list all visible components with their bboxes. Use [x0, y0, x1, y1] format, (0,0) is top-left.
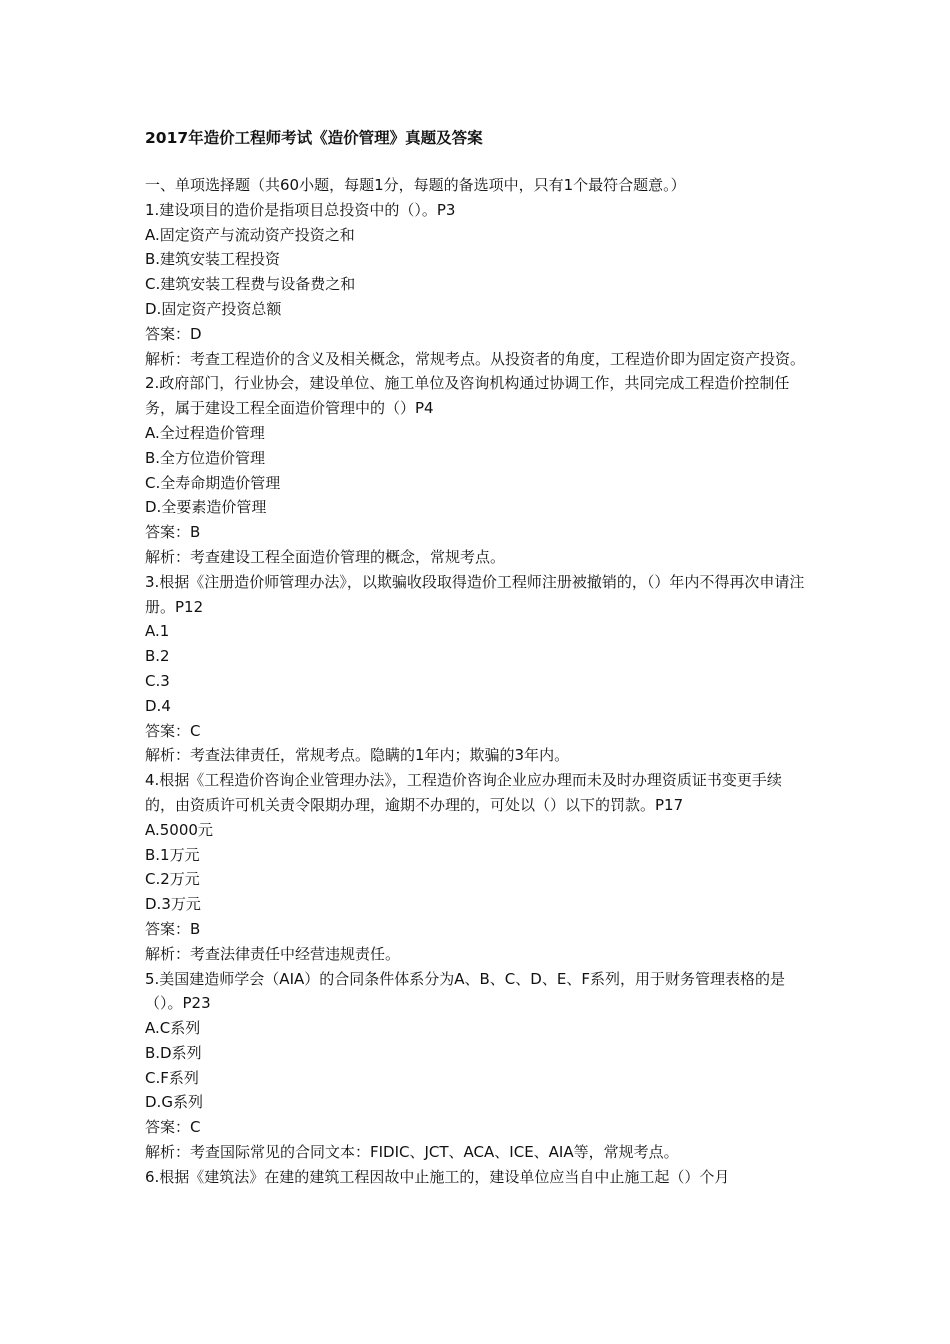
question-option: B.全方位造价管理: [145, 448, 266, 467]
question-option: A.全过程造价管理: [145, 423, 265, 442]
question-option: A.5000元: [145, 820, 213, 839]
question-analysis: 解析：考查法律责任，常规考点。隐瞒的1年内；欺骗的3年内。: [145, 746, 570, 765]
question-analysis: 解析：考查工程造价的含义及相关概念，常规考点。从投资者的角度，工程造价即为固定资产投资。: [145, 349, 806, 368]
question-analysis: 解析：考查国际常见的合同文本：FIDIC、JCT、ACA、ICE、AIA等，常规考点。: [145, 1143, 679, 1162]
question-option: C.2万元: [145, 870, 200, 889]
question-option: B.建筑安装工程投资: [145, 250, 281, 269]
question-analysis: 解析：考查法律责任中经营违规责任。: [145, 944, 401, 963]
question-option: A.固定资产与流动资产投资之和: [145, 225, 355, 244]
question-answer: 答案：C: [145, 721, 201, 740]
question-option: B.1万元: [145, 845, 200, 864]
question-answer: 答案：B: [145, 523, 201, 542]
question-stem: 5.美国建造师学会（AIA）的合同条件体系分为A、B、C、D、E、F系列，用于财务管理表格的是（）。P23: [145, 969, 785, 1013]
question-option: C.建筑安装工程费与设备费之和: [145, 275, 356, 294]
question-option: C.全寿命期造价管理: [145, 473, 281, 492]
question-option: A.C系列: [145, 1019, 201, 1038]
question-option: B.D系列: [145, 1043, 202, 1062]
question-stem: 4.根据《工程造价咨询企业管理办法》，工程造价咨询企业应办理而未及时办理资质证书变更手续的，由资质许可机关责令限期办理，逾期不办理的，可处以（）以下的罚款。P17: [145, 771, 782, 814]
question-stem: 2.政府部门，行业协会，建设单位、施工单位及咨询机构通过协调工作，共同完成工程造价控制任务，属于建设工程全面造价管理中的（）P4: [145, 374, 790, 418]
document-title: 2017年造价工程师考试《造价管理》真题及答案: [145, 129, 483, 147]
question-analysis: 解析：考查建设工程全面造价管理的概念，常规考点。: [145, 547, 506, 566]
question-option: D.固定资产投资总额: [145, 299, 282, 318]
question-option: D.3万元: [145, 895, 201, 914]
question-option: B.2: [145, 647, 170, 666]
question-option: A.1: [145, 622, 170, 641]
question-answer: 答案：B: [145, 919, 201, 938]
question-option: D.G系列: [145, 1093, 203, 1112]
section-intro: 一、单项选择题（共60小题，每题1分，每题的备选项中，只有1个最符合题意。）: [145, 176, 686, 194]
document-body: [145, 173, 807, 1190]
question-stem: 1.建设项目的造价是指项目总投资中的（）。P3: [145, 200, 456, 219]
question-option: D.4: [145, 696, 171, 715]
question-answer: 答案：D: [145, 324, 202, 343]
question-option: C.3: [145, 671, 170, 690]
question-option: C.F系列: [145, 1068, 199, 1087]
question-option: D.全要素造价管理: [145, 498, 267, 517]
question-stem: 3.根据《注册造价师管理办法》，以欺骗收段取得造价工程师注册被撤销的，（）年内不得再次申请注册。P12: [145, 572, 805, 616]
question-stem: 6.根据《建筑法》在建的建筑工程因故中止施工的，建设单位应当自中止施工起（）个月: [145, 1167, 730, 1186]
question-answer: 答案：C: [145, 1118, 201, 1137]
